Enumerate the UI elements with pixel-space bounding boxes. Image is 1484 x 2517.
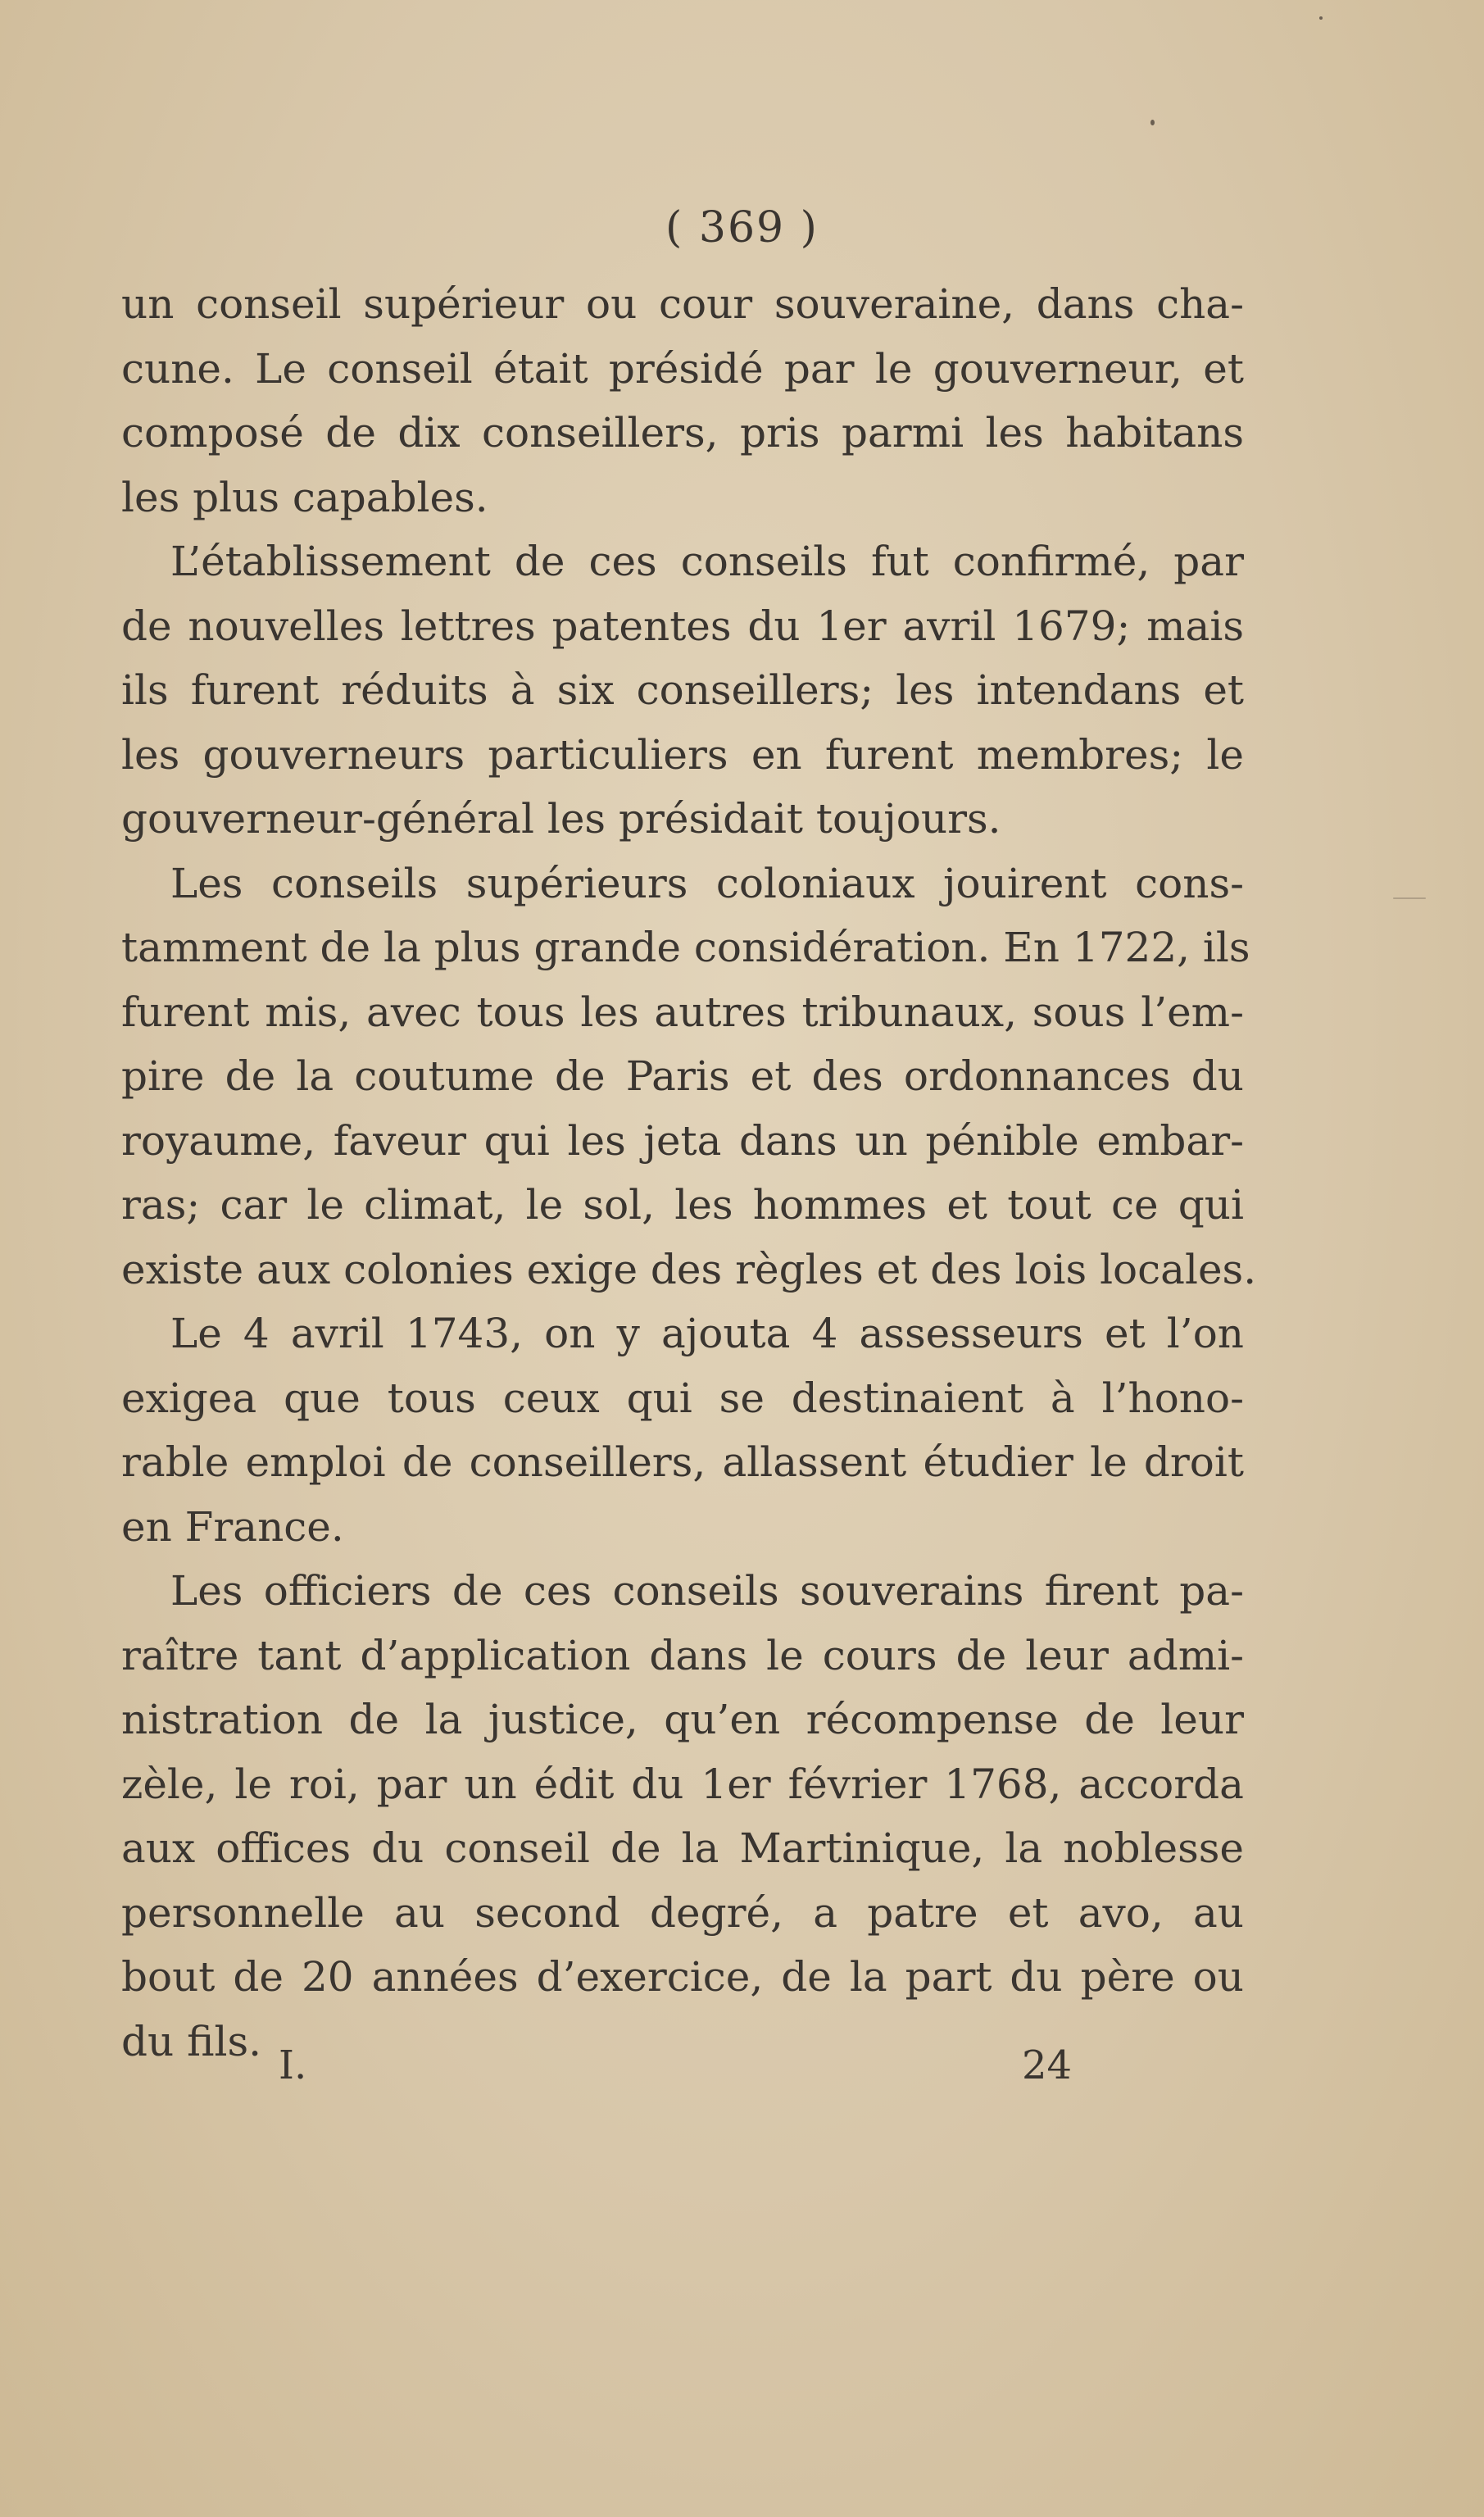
sheet-number: 24: [1022, 2042, 1073, 2088]
text-line: les gouverneurs particuliers en furent membres; le: [121, 730, 1244, 779]
text-line: existe aux colonies exige des règles et des lois locales.: [121, 1245, 1257, 1293]
paper-speck: [1319, 16, 1323, 20]
text-line: royaume, faveur qui les jeta dans un pénible embar-: [121, 1116, 1244, 1165]
signature-mark: I.: [279, 2042, 307, 2088]
paragraph-start-line: Les conseils supérieurs coloniaux jouirent cons-: [170, 859, 1244, 907]
paragraph-start-line: L’établissement de ces conseils fut confirmé, par: [170, 538, 1244, 585]
text-line: bout de 20 années d’exercice, de la part du père ou: [121, 1953, 1244, 2001]
text-line: pire de la coutume de Paris et des ordonnances du: [121, 1052, 1244, 1100]
paper-speck: [1393, 897, 1426, 899]
paragraph-start-line: Les officiers de ces conseils souverains firent pa-: [170, 1567, 1244, 1615]
text-line: composé de dix conseillers, pris parmi les habitans: [121, 409, 1244, 457]
text-line: furent mis, avec tous les autres tribunaux, sous l’em-: [121, 988, 1244, 1036]
text-line: les plus capables.: [121, 473, 488, 521]
text-line: ras; car le climat, le sol, les hommes et tout ce qui: [121, 1181, 1244, 1229]
text-line: gouverneur-général les présidait toujours.: [121, 795, 1001, 843]
text-line: exigea que tous ceux qui se destinaient à l’hono-: [121, 1374, 1244, 1422]
text-line: nistration de la justice, qu’en récompense de leur: [121, 1696, 1244, 1743]
text-line: raître tant d’application dans le cours de leur admi-: [121, 1631, 1244, 1679]
text-line: tamment de la plus grande considération. En 1722, ils: [121, 924, 1250, 971]
text-line: cune. Le conseil était présidé par le gouverneur, et: [121, 344, 1244, 393]
text-line: zèle, le roi, par un édit du 1er février 1768, accorda: [121, 1760, 1244, 1808]
text-line: aux offices du conseil de la Martinique, la noblesse: [121, 1824, 1244, 1872]
text-line: personnelle au second degré, a patre et avo, au: [121, 1888, 1244, 1937]
paper-speck: [1150, 120, 1155, 125]
paragraph-start-line: Le 4 avril 1743, on y ajouta 4 assesseurs et l’on: [170, 1310, 1244, 1357]
text-line: rable emploi de conseillers, allassent étudier le droit: [121, 1438, 1244, 1486]
text-line: un conseil supérieur ou cour souveraine, dans cha-: [121, 280, 1244, 328]
text-line: de nouvelles lettres patentes du 1er avril 1679; mais: [121, 602, 1244, 650]
text-line: ils furent réduits à six conseillers; les intendans et: [121, 666, 1244, 714]
page-number: ( 369 ): [665, 203, 819, 252]
body-text: [121, 272, 1257, 2074]
text-line: en France.: [121, 1502, 344, 1551]
text-line: du fils.: [121, 2017, 261, 2065]
